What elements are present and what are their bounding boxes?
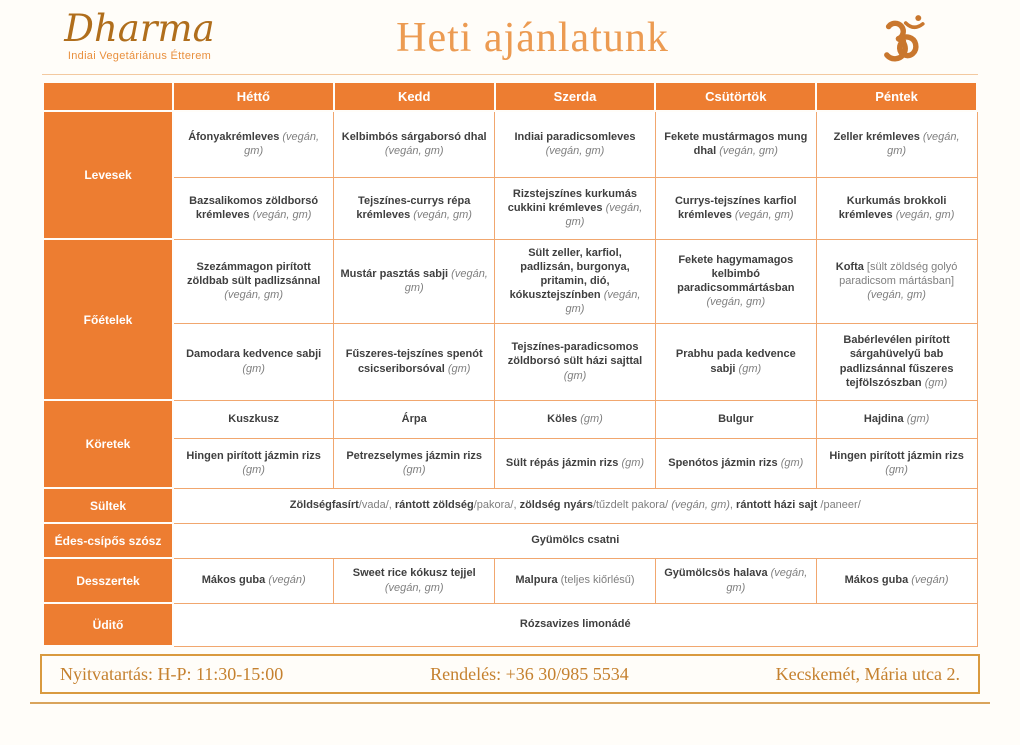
menu-cell xyxy=(173,603,977,646)
dish-text: /pakora/, xyxy=(473,499,520,512)
dish-text: (gm) xyxy=(563,369,587,382)
dish-text: Bazsalikomos zöldborsó krémleves xyxy=(189,194,319,221)
dish-text: /vada/, xyxy=(358,499,395,512)
menu-row xyxy=(43,400,977,438)
day-header: Péntek xyxy=(816,82,977,111)
dish-text: /paneer/ xyxy=(820,499,861,512)
menu-cell xyxy=(816,438,977,488)
address: Kecskemét, Mária utca 2. xyxy=(775,663,960,684)
dish-text: Mustár pasztás sabji xyxy=(340,267,452,280)
menu-cell xyxy=(173,323,334,400)
day-header: Szerda xyxy=(495,82,656,111)
section-label: Sültek xyxy=(43,488,173,523)
dish-text: Zöldségfasírt xyxy=(289,499,359,512)
menu-table xyxy=(42,81,978,647)
day-header: Csütörtök xyxy=(655,82,816,111)
section-label: Üditő xyxy=(43,603,173,646)
dish-text: Sült zeller, karfiol, padlizsán, burgonya, pritamin, dió, kókusztejszínben xyxy=(509,246,630,302)
menu-cell xyxy=(816,177,977,239)
dish-text: Sweet rice kókusz tejjel xyxy=(352,567,476,580)
dish-text: zöldség nyárs xyxy=(519,499,593,512)
dish-text: Fekete mustármagos mung dhal xyxy=(664,131,808,158)
dish-text: (vegán) xyxy=(268,574,306,587)
dish-text: Gyümölcsös halava xyxy=(664,567,771,580)
header-divider xyxy=(42,74,978,75)
day-header: Héttő xyxy=(173,82,334,111)
dish-text: (vegán, gm) xyxy=(545,145,605,158)
section-label: Köretek xyxy=(43,400,173,488)
menu-cell xyxy=(495,239,656,323)
footer-divider xyxy=(30,702,990,704)
dish-text: (vegán, gm) xyxy=(895,209,955,221)
menu-row xyxy=(43,558,977,603)
dish-text: Szezámmagon pirított zöldbab sült padlizsánnal xyxy=(187,260,321,287)
dish-text: Spenótos jázmin rizs xyxy=(668,456,781,469)
dish-text: Hingen pirított jázmin rizs xyxy=(829,449,964,462)
dish-text: (vegán, gm) xyxy=(413,209,472,221)
dish-text: (gm) xyxy=(402,464,426,476)
menu-row xyxy=(43,111,977,177)
menu-cell xyxy=(334,323,495,400)
dish-text: Gyümölcs csatni xyxy=(531,534,620,547)
menu-row xyxy=(43,177,977,239)
section-label: Levesek xyxy=(43,111,173,239)
dish-text: , xyxy=(729,499,737,512)
dish-text: (vegán, gm) xyxy=(384,145,444,158)
dish-text: Árpa xyxy=(401,412,427,425)
menu-cell xyxy=(655,177,816,239)
menu-cell xyxy=(495,111,656,177)
menu-cell xyxy=(173,488,977,523)
dish-text: Sült répás jázmin rizs xyxy=(505,456,622,469)
dish-text: (vegán, gm) xyxy=(867,289,926,302)
dish-text: Petrezselymes jázmin rizs xyxy=(346,449,483,462)
dish-text: (vegán, gm) xyxy=(244,131,320,158)
menu-cell xyxy=(334,438,495,488)
dish-text: (gm) xyxy=(780,456,804,469)
dish-text: Kofta xyxy=(835,260,867,273)
dish-text: (gm) xyxy=(242,362,265,375)
menu-cell xyxy=(173,400,334,438)
menu-cell xyxy=(495,177,656,239)
dish-text: (gm) xyxy=(885,464,908,476)
dish-text: (teljes kiőrlésű) xyxy=(560,574,635,587)
dish-text: Zeller krémleves xyxy=(833,131,923,144)
menu-cell xyxy=(495,400,656,438)
dish-text: Babérlevélen pirított sárgahüvelyű bab padlizsánnal fűszeres tejfölszószban xyxy=(839,334,954,389)
logo-name: Dharma xyxy=(64,7,215,50)
menu-cell xyxy=(334,558,495,603)
footer-bar xyxy=(40,654,980,694)
menu-cell xyxy=(816,400,977,438)
menu-cell xyxy=(655,438,816,488)
menu-row xyxy=(43,603,977,646)
page-header xyxy=(0,0,1020,74)
dish-text: (gm) xyxy=(738,362,762,375)
menu-table-head xyxy=(43,82,977,111)
menu-row xyxy=(43,323,977,400)
dish-text: (vegán, gm) xyxy=(404,267,488,294)
section-label: Édes-csípős szósz xyxy=(43,523,173,558)
menu-row xyxy=(43,523,977,558)
menu-row xyxy=(43,239,977,323)
menu-cell xyxy=(816,558,977,603)
section-label: Desszertek xyxy=(43,558,173,603)
menu-cell xyxy=(173,239,334,323)
menu-cell xyxy=(655,400,816,438)
dish-text: Tejszínes-paradicsomos zöldborsó sült házi sajttal xyxy=(507,341,643,368)
menu-cell xyxy=(173,558,334,603)
dish-text: Kuszkusz xyxy=(228,412,280,425)
menu-cell xyxy=(173,111,334,177)
dish-text: Fekete hagymamagos kelbimbó paradicsommártásban xyxy=(677,253,795,294)
dish-text: Mákos guba xyxy=(844,574,912,587)
menu-cell xyxy=(334,400,495,438)
menu-cell xyxy=(173,523,977,558)
dish-text: Kurkumás brokkoli krémleves xyxy=(838,194,947,221)
menu-cell xyxy=(173,438,334,488)
menu-cell xyxy=(334,177,495,239)
menu-cell xyxy=(495,438,656,488)
dish-text: (vegán, gm) xyxy=(887,131,960,158)
dish-text: Rizstejszínes kurkumás cukkini krémleves xyxy=(507,187,638,214)
dish-text: (gm) xyxy=(580,412,603,425)
dish-text: Indiai paradicsomleves xyxy=(514,131,636,144)
menu-cell xyxy=(173,177,334,239)
menu-cell xyxy=(655,239,816,323)
dish-text: Bulgur xyxy=(718,412,754,425)
logo-subtitle: Indiai Vegetáriánus Étterem xyxy=(67,49,212,62)
menu-cell xyxy=(816,323,977,400)
dish-text: Áfonyakrémleves xyxy=(188,131,283,144)
dish-text: (vegán, gm) xyxy=(565,289,641,316)
dish-text: Hajdina xyxy=(863,412,907,425)
dish-text: (vegán, gm) xyxy=(384,581,444,594)
day-header: Kedd xyxy=(334,82,495,111)
dish-text: Prabhu pada kedvence sabji xyxy=(675,348,796,375)
dish-text: Malpura xyxy=(515,574,561,587)
dish-text: (vegán, gm) xyxy=(565,201,643,229)
corner-cell xyxy=(43,82,173,111)
om-icon xyxy=(828,10,978,68)
menu-cell xyxy=(334,111,495,177)
dish-text: (vegán, gm) xyxy=(706,296,766,309)
menu-cell xyxy=(495,558,656,603)
section-label: Főételek xyxy=(43,239,173,400)
page-title: Heti ajánlatunk xyxy=(396,15,669,61)
menu-row xyxy=(43,488,977,523)
menu-cell xyxy=(495,323,656,400)
menu-cell xyxy=(655,558,816,603)
menu-cell xyxy=(655,323,816,400)
restaurant-logo xyxy=(42,7,237,62)
dish-text: Hingen pirított jázmin rizs xyxy=(186,449,321,462)
menu-row xyxy=(43,438,977,488)
dish-text: Kelbimbós sárgaborsó dhal xyxy=(341,131,487,144)
menu-cell xyxy=(334,239,495,323)
dish-text: (vegán) xyxy=(911,574,949,587)
order-phone: Rendelés: +36 30/985 5534 xyxy=(430,663,629,684)
dish-text: rántott zöldség xyxy=(394,499,474,512)
dish-text: (vegán, gm) xyxy=(224,289,283,302)
dish-text: (gm) xyxy=(447,362,471,375)
dish-text: Mákos guba xyxy=(201,574,269,587)
dish-text: Tejszínes-currys répa krémleves xyxy=(356,194,471,221)
dish-text: (vegán, gm) xyxy=(671,499,730,512)
dish-text: (gm) xyxy=(621,456,645,469)
menu-cell xyxy=(655,111,816,177)
menu-cell xyxy=(816,111,977,177)
dish-text: (vegán, gm) xyxy=(719,145,778,158)
opening-hours: Nyitvatartás: H-P: 11:30-15:00 xyxy=(60,663,284,684)
dish-text: (gm) xyxy=(242,464,265,476)
menu-cell xyxy=(816,239,977,323)
dish-text: [sült zöldség golyó paradicsom mártásban] xyxy=(839,260,958,287)
dish-text: Köles xyxy=(547,412,581,425)
dish-text: (gm) xyxy=(906,412,930,425)
dish-text: Currys-tejszínes karfiol krémleves xyxy=(674,194,797,221)
menu-table-body xyxy=(43,111,977,646)
dish-text: Damodara kedvence sabji xyxy=(186,348,322,361)
day-header-row xyxy=(43,82,977,111)
dish-text: /tűzdelt pakora/ xyxy=(592,499,672,512)
dish-text: (gm) xyxy=(924,376,948,389)
dish-text: Rózsavizes limonádé xyxy=(519,618,631,631)
dish-text: (vegán, gm) xyxy=(734,209,794,221)
dish-text: rántott házi sajt xyxy=(736,499,821,512)
dish-text: (vegán, gm) xyxy=(252,209,312,221)
dish-text: Fűszeres-tejszínes spenót csicseriborsóval xyxy=(345,348,483,375)
dish-text: (vegán, gm) xyxy=(726,567,808,594)
